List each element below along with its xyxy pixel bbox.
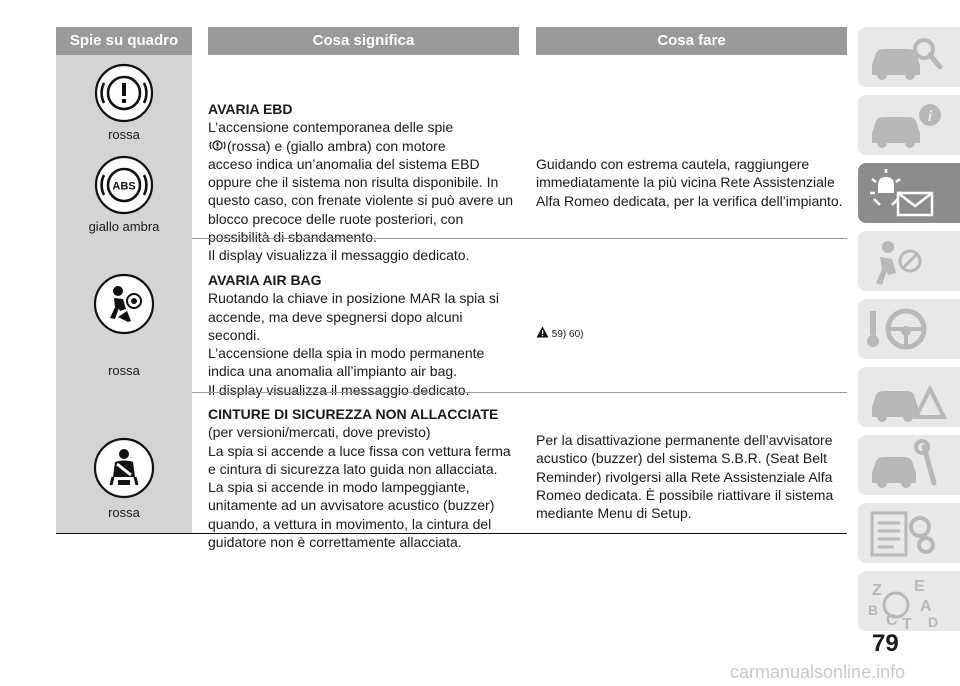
row-title: AVARIA AIR BAG: [208, 272, 322, 288]
action-line: immediatamente la più vicina Rete Assistenziale: [536, 174, 835, 191]
action-line: acustico (buzzer) del sistema S.B.R. (Seat Belt: [536, 450, 827, 467]
body-line: accende, ma deve spegnersi dopo alcuni: [208, 308, 463, 325]
table-row: [56, 393, 847, 567]
body-line: Ruotando la chiave in posizione MAR la spia si: [208, 290, 500, 307]
svg-text:C: C: [886, 612, 898, 629]
tab-index[interactable]: [858, 571, 960, 631]
body-line: (per versioni/mercati, dove previsto): [208, 424, 431, 441]
svg-text:B: B: [868, 602, 879, 618]
watermark: carmanualsonline.info: [730, 662, 906, 682]
table-row: [56, 239, 847, 398]
tab-emergency[interactable]: [858, 367, 960, 427]
body-line: La spia si accende a luce fissa con vettura ferma: [208, 442, 511, 459]
action-line: Guidando con estrema cautela, raggiungere: [536, 156, 810, 172]
airbag-seat-icon: [858, 231, 960, 291]
car-info-icon: [858, 95, 960, 155]
body-line: Il display visualizza il messaggio dedicato.: [208, 247, 470, 264]
body-line-with-icons: [208, 137, 528, 155]
light-color-label: rossa: [108, 127, 140, 142]
table-header: [56, 27, 847, 55]
body-line: unitamente ad un avvisatore acustico (buzzer): [208, 497, 495, 514]
body-line: L’accensione contemporanea delle spie: [208, 119, 454, 136]
tab-maintenance[interactable]: [858, 435, 960, 495]
tab-car-info[interactable]: [858, 95, 960, 155]
body-line: acceso indica un’anomalia del sistema EBD: [208, 155, 480, 172]
meaning-cell: [208, 405, 528, 551]
body-line: e cintura di sicurezza lato guida non allacciata.: [208, 460, 498, 477]
light-color-label: rossa: [108, 505, 140, 520]
action-line: mediante Menu di Setup.: [536, 505, 692, 522]
warning-light-message-icon: [858, 163, 960, 223]
table-bottom-rule: [56, 533, 847, 534]
brake-warning-icon: [208, 138, 227, 153]
page-number: 79: [872, 630, 899, 657]
row-title: CINTURE DI SICUREZZA NON ALLACCIATE: [208, 406, 499, 422]
body-line: questo caso, con frenate violente si può avere un: [208, 192, 514, 209]
specifications-icon: [858, 503, 960, 563]
action-cell: [536, 155, 847, 210]
body-line: blocco precoce delle ruote posteriori, con: [208, 210, 464, 227]
meaning-cell: [208, 271, 528, 399]
steering-wheel-key-icon: [858, 299, 960, 359]
car-maintenance-icon: [858, 435, 960, 495]
seatbelt-warning-icon: [56, 437, 192, 504]
body-line: secondi.: [208, 326, 261, 343]
icon-cell: [56, 239, 192, 393]
svg-text:A: A: [920, 598, 932, 615]
icon-cell: [56, 393, 192, 533]
svg-text:Z: Z: [872, 582, 882, 599]
body-line: guidatore non è correttamente allacciata.: [208, 534, 462, 551]
icon-cell: [56, 55, 192, 239]
body-line: oppure che il sistema non risulta disponibile. In: [208, 174, 499, 191]
note-reference: 59) 60): [551, 329, 584, 340]
light-color-label: giallo ambra: [88, 219, 160, 234]
svg-text:T: T: [902, 616, 912, 631]
airbag-warning-icon: [56, 273, 192, 340]
row-title: AVARIA EBD: [208, 101, 293, 117]
action-line: Alfa Romeo dedicata, per la verifica dell’impianto.: [536, 192, 843, 209]
body-line: Il display visualizza il messaggio dedicato.: [208, 381, 470, 398]
table-row: [56, 55, 847, 264]
brake-warning-icon: [56, 63, 192, 128]
action-line: Per la disattivazione permanente dell’avvisatore: [536, 432, 833, 448]
warning-triangle-icon: [536, 326, 549, 338]
svg-text:ABS: ABS: [112, 180, 136, 193]
car-breakdown-icon: [858, 367, 960, 427]
svg-text:i: i: [927, 108, 933, 125]
tab-starting-driving[interactable]: [858, 299, 960, 359]
body-line-text: (rossa) e (giallo ambra) con motore: [227, 137, 446, 154]
car-search-icon: [858, 27, 960, 87]
svg-text:E: E: [914, 578, 925, 595]
action-cell: [536, 431, 847, 522]
action-line: Romeo dedicata. È possibile riattivare il sistema: [536, 486, 834, 503]
abs-warning-icon: [56, 155, 192, 220]
svg-text:D: D: [928, 614, 939, 630]
body-line: La spia si accende in modo lampeggiante,: [208, 479, 470, 496]
body-line: possibilità di sbandamento.: [208, 229, 377, 246]
tab-warning-lights[interactable]: [858, 163, 960, 223]
header-warning-lights: Spie su quadro: [56, 27, 192, 55]
light-color-label: rossa: [108, 363, 140, 378]
alphabetical-index-icon: [858, 571, 960, 631]
tab-safety[interactable]: [858, 231, 960, 291]
header-what-to-do: Cosa fare: [536, 27, 847, 55]
tab-technical-data[interactable]: [858, 503, 960, 563]
body-line: L’accensione della spia in modo permanente: [208, 345, 485, 362]
body-line: quando, a vettura in movimento, la cintura del: [208, 515, 492, 532]
header-meaning: Cosa significa: [208, 27, 519, 55]
action-cell: [536, 326, 847, 342]
action-line: Reminder) rivolgersi alla Rete Assistenziale Alfa: [536, 468, 833, 485]
body-line: indica una anomalia all’impianto air bag.: [208, 363, 458, 380]
tab-car-search[interactable]: [858, 27, 960, 87]
